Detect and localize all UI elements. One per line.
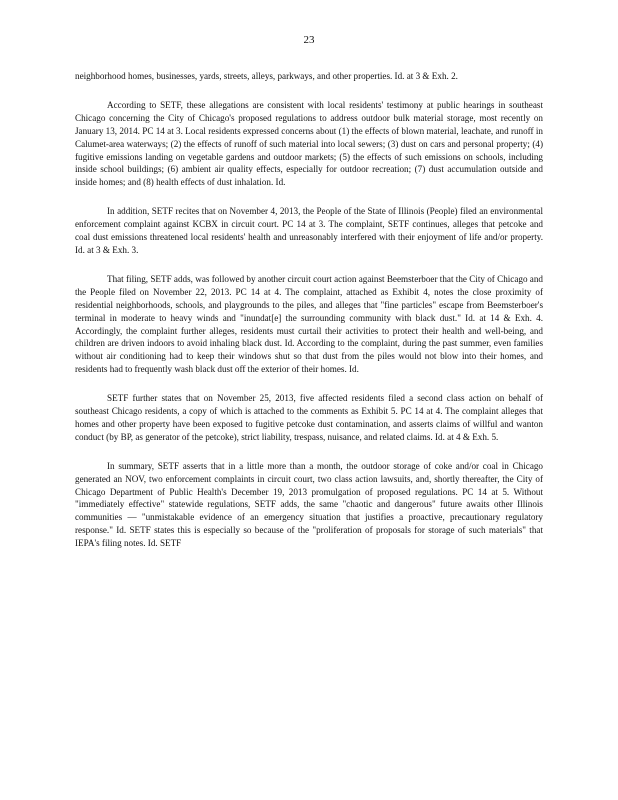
paragraph-class-action: SETF further states that on November 25, 2013, five affected residents filed a second class action on behalf of southeast Chicago residents, a copy of which is attached to the comments as Exhibit 5. PC 14 at 4. The complaint alleges that homes and other property have been exposed to fugitive petcoke dust contamination, and asserts claims of willful and wanton conduct (by BP, as generator of the petcoke), strict liability, trespass, nuisance, and related claims. Id. at 4 & Exh. 5. bbox=[75, 393, 543, 442]
page-number: 23 bbox=[303, 34, 315, 46]
document-body bbox=[75, 70, 543, 566]
paragraph-continuation: neighborhood homes, businesses, yards, streets, alleys, parkways, and other properties. Id. at 3 & Exh. 2. bbox=[75, 71, 458, 81]
paragraph-people-complaint-kcbx: In addition, SETF recites that on November 4, 2013, the People of the State of Illinois (People) filed an environmental enforcement complaint against KCBX in circuit court. PC 14 at 3. The complaint, SETF continues, alleges that petcoke and coal dust emissions threatened local residents' health and unreasonably interfered with their enjoyment of life and/or property. Id. at 3 & Exh. 3. bbox=[75, 206, 543, 255]
paragraph-summary: In summary, SETF asserts that in a little more than a month, the outdoor storage of coke and/or coal in Chicago generated an NOV, two enforcement complaints in circuit court, two class action lawsuits, and, shortly thereafter, the City of Chicago Department of Public Health's December 19, 2013 promulgation of proposed regulations. PC 14 at 5. Without "immediately effective" statewide regulations, SETF adds, the same "chaotic and dangerous" future awaits other Illinois communities — "unmistakable evidence of an emergency situation that justifies a proactive, precautionary regulatory response." Id. SETF states this is especially so because of the "proliferation of proposals for storage of such materials" that IEPA's filing notes. Id. SETF bbox=[75, 460, 543, 549]
paragraph-beemsterboer-action: That filing, SETF adds, was followed by another circuit court action against Beemsterboer that the City of Chicago and the People filed on November 22, 2013. PC 14 at 4. The complaint, attached as Exhibit 4, notes the close proximity of residential neighborhoods, schools, and playgrounds to the piles, and alleges that "fine particles" escape from Beemsterboer's terminal in moderate to heavy winds and "inundat[e] the surrounding community with black dust." Id. at 14 & Exh. 4. Accordingly, the complaint further alleges, residents must curtail their activities to protect their health and well-being, and children are driven indoors to avoid inhaling black dust. Id. According to the complaint, during the past summer, even families without air conditioning had to keep their windows shut so that dust from the piles would not blow into their homes, and residents had to frequently wash black dust off the exterior of their homes. Id. bbox=[75, 273, 543, 375]
paragraph-local-residents-testimony: According to SETF, these allegations are consistent with local residents' testimony at public hearings in southeast Chicago concerning the City of Chicago's proposed regulations to address outdoor bulk material storage, most recently on January 13, 2014. PC 14 at 3. Local residents expressed concerns about (1) the effects of blown material, leachate, and runoff in Calumet-area waterways; (2) the effects of runoff of such material into local sewers; (3) dust on cars and personal property; (4) fugitive emissions landing on vegetable gardens and outdoor markets; (5) the effects of such emissions on schools, including inside school buildings; (6) ambient air quality effects, especially for outdoor recreation; (7) dust accumulation outside and inside homes; and (8) health effects of dust inhalation. Id. bbox=[75, 99, 543, 188]
